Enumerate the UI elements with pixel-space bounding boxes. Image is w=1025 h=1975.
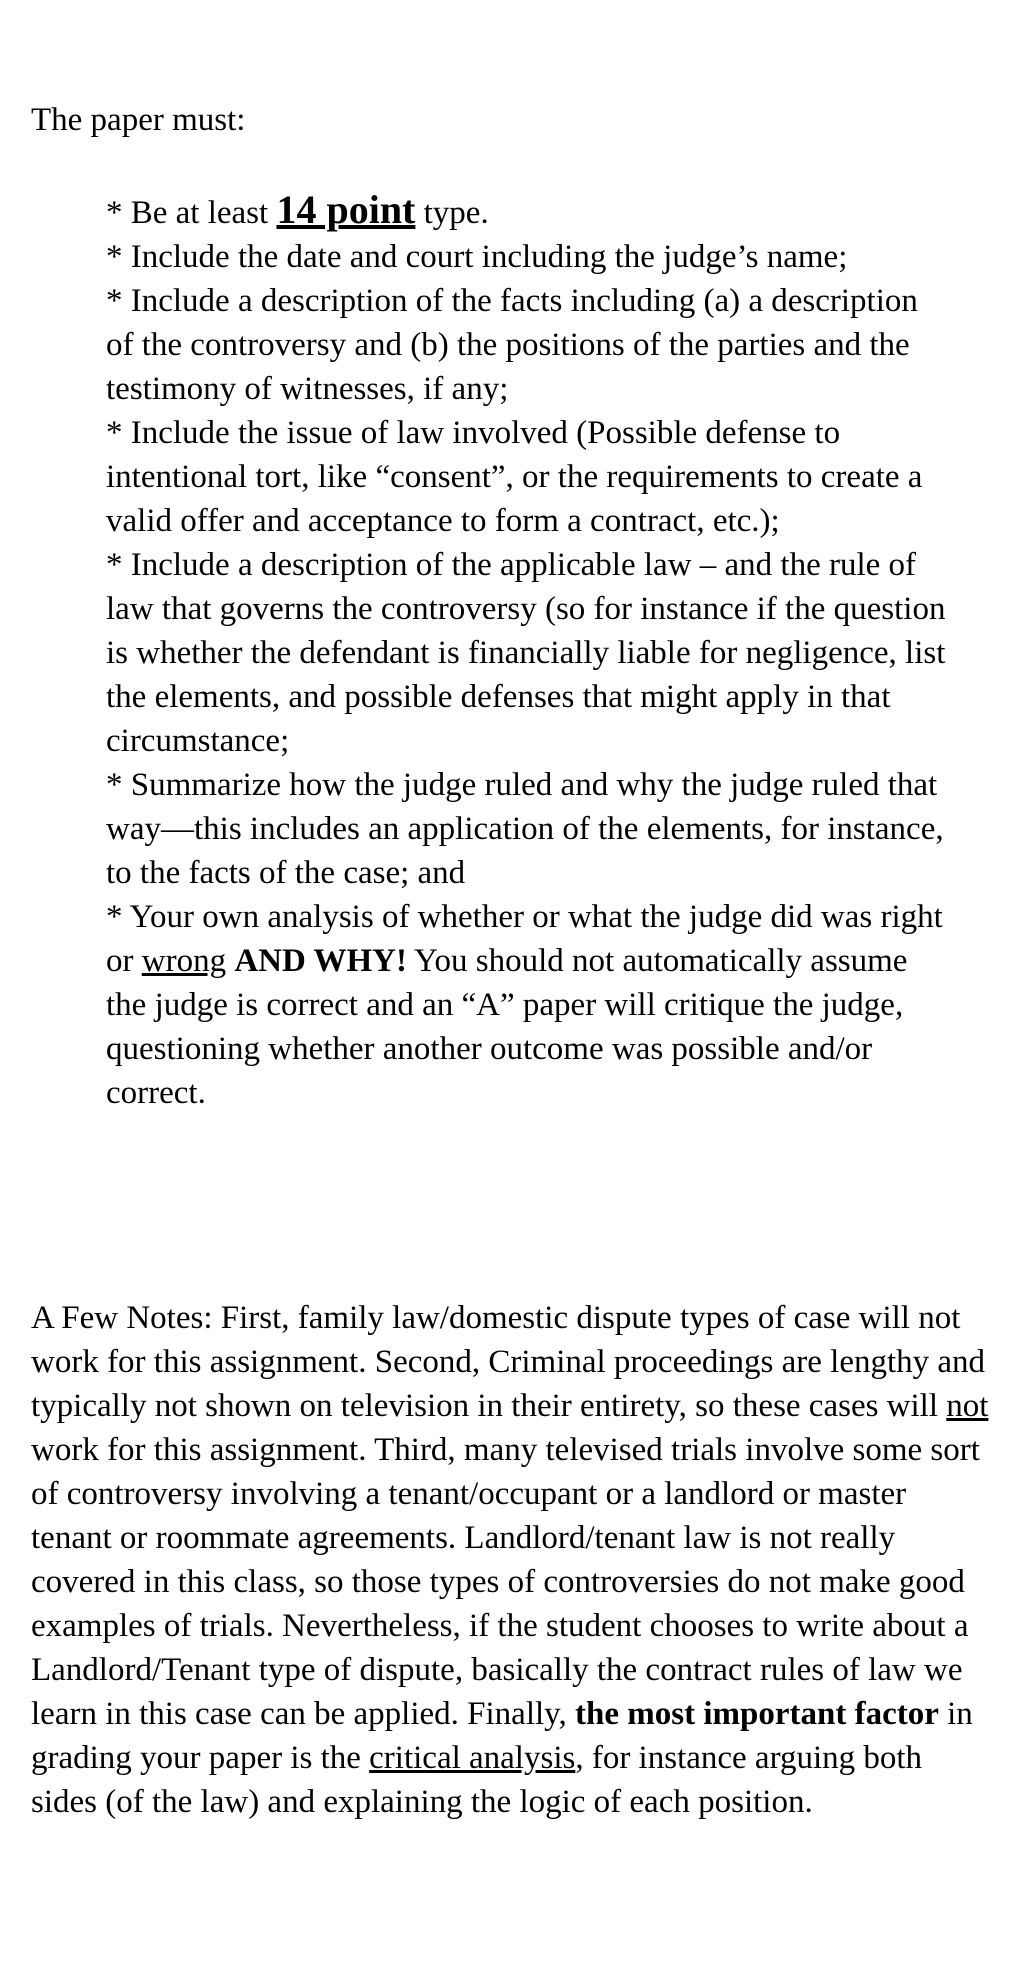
font-size-emphasis: 14 point xyxy=(276,187,416,232)
requirement-judge-ruling: * Summarize how the judge ruled and why the judge ruled that way—this includes an application of the elements, for instance, to the facts of the case; and xyxy=(106,767,944,891)
requirement-font-size-pre: * Be at least xyxy=(106,195,277,231)
wrong-underlined: wrong xyxy=(141,943,227,979)
requirement-font-size xyxy=(31,188,991,235)
requirement-date-court: * Include the date and court including the judge’s name; xyxy=(106,239,848,275)
and-why-bold: AND WHY! xyxy=(234,943,407,979)
analysis-post: You should not automatically assume the judge is correct and an “A” paper will critique the judge, questioning whether another outcome was possible and/or correct. xyxy=(106,943,908,1111)
not-underlined: not xyxy=(946,1388,989,1424)
notes-part3: in grading your paper is the xyxy=(31,1696,973,1776)
requirement-own-analysis xyxy=(31,895,946,1115)
notes-part1: A Few Notes: First, family law/domestic dispute types of case will not work for this assignment. Second, Criminal proceedings are lengthy and typically not shown on television in their entirety, so these cases will xyxy=(31,1300,986,1424)
notes-paragraph xyxy=(31,1296,991,1824)
intro-heading: The paper must: xyxy=(31,102,246,138)
requirement-issue-of-law: * Include the issue of law involved (Possible defense to intentional tort, like “consent”, or the requirements to create a valid offer and acceptance to form a contract, etc.); xyxy=(106,415,923,539)
most-important-factor-bold: the most important factor xyxy=(575,1696,939,1732)
requirement-font-size-post: type. xyxy=(415,195,489,231)
analysis-pre: * Your own analysis of whether or what the judge did was right or xyxy=(106,899,943,979)
requirement-facts: * Include a description of the facts including (a) a description of the controversy and (b) the positions of the parties and the testimony of witnesses, if any; xyxy=(106,283,918,407)
requirements-list xyxy=(31,188,991,1115)
critical-analysis-underlined: critical analysis xyxy=(369,1740,576,1776)
requirement-applicable-law: * Include a description of the applicable law – and the rule of law that governs the controversy (so for instance if the question is whether the defendant is financially liable for negligence, list the elements, and possible defenses that might apply in that circumstance; xyxy=(106,547,946,759)
notes-part4: , for instance arguing both sides (of the law) and explaining the logic of each position. xyxy=(31,1740,923,1820)
notes-part2: work for this assignment. Third, many televised trials involve some sort of controversy involving a tenant/occupant or a landlord or master tenant or roommate agreements. Landlord/tenant law is not really covered in this class, so those types of controversies do not make good examples of trials. Nevertheless, if the student chooses to write about a Landlord/Tenant type of dispute, basically the contract rules of law we learn in this case can be applied. Finally, xyxy=(31,1432,980,1732)
